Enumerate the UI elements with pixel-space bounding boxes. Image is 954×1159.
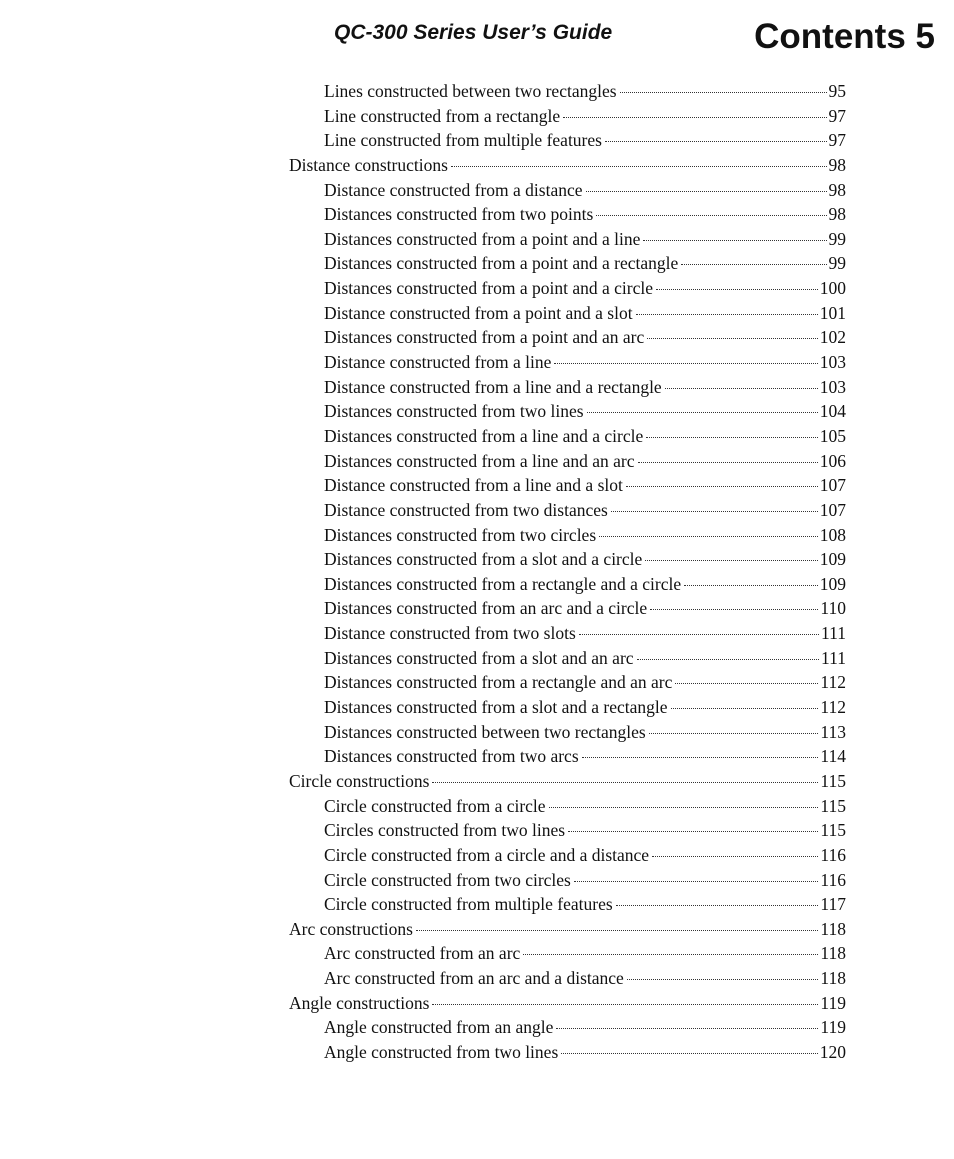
toc-dot-leader — [596, 215, 826, 216]
toc-page-number: 97 — [828, 105, 846, 126]
toc-subsection-entry[interactable] — [289, 276, 846, 301]
table-of-contents — [289, 79, 846, 1065]
toc-entry-title: Distances constructed from two circles — [324, 524, 597, 545]
document-title: QC-300 Series User’s Guide — [334, 21, 613, 44]
toc-dot-leader — [582, 757, 819, 758]
toc-page-number: 103 — [819, 376, 846, 397]
toc-page-number: 109 — [819, 549, 846, 570]
toc-subsection-entry[interactable] — [289, 128, 846, 153]
toc-subsection-entry[interactable] — [289, 744, 846, 769]
toc-subsection-entry[interactable] — [289, 547, 846, 572]
toc-dot-leader — [561, 1053, 817, 1054]
toc-entry-title: Circle constructed from two circles — [324, 869, 571, 890]
toc-entry-title: Arc constructed from an arc and a distance — [324, 968, 624, 989]
toc-entry-title: Distances constructed between two rectangles — [324, 721, 646, 742]
toc-page-number: 111 — [821, 647, 846, 668]
toc-entry-title: Distances constructed from a point and a rectangle — [324, 253, 679, 274]
toc-page-number: 116 — [820, 844, 846, 865]
toc-page-number: 117 — [820, 894, 846, 915]
toc-entry-title: Distances constructed from a slot and a rectangle — [324, 697, 668, 718]
toc-subsection-entry[interactable] — [289, 301, 846, 326]
toc-subsection-entry[interactable] — [289, 375, 846, 400]
toc-entry-title: Circle constructions — [289, 770, 430, 791]
toc-subsection-entry[interactable] — [289, 572, 846, 597]
toc-entry-title: Distances constructed from two lines — [324, 401, 584, 422]
toc-dot-leader — [549, 807, 819, 808]
toc-entry-title: Distances constructed from two arcs — [324, 746, 579, 767]
toc-subsection-entry[interactable] — [289, 621, 846, 646]
toc-entry-title: Distances constructed from a point and a line — [324, 228, 641, 249]
toc-dot-leader — [647, 338, 818, 339]
toc-entry-title: Circle constructed from a circle and a distance — [324, 844, 650, 865]
toc-dot-leader — [636, 314, 818, 315]
toc-dot-leader — [665, 388, 818, 389]
toc-subsection-entry[interactable] — [289, 350, 846, 375]
toc-entry-title: Circles constructed from two lines — [324, 820, 566, 841]
toc-subsection-entry[interactable] — [289, 473, 846, 498]
toc-page-number: 110 — [820, 598, 846, 619]
toc-subsection-entry[interactable] — [289, 868, 846, 893]
toc-subsection-entry[interactable] — [289, 843, 846, 868]
toc-page-number: 115 — [820, 770, 846, 791]
toc-page-number: 105 — [819, 425, 846, 446]
toc-page-number: 109 — [819, 573, 846, 594]
toc-subsection-entry[interactable] — [289, 325, 846, 350]
toc-page-number: 100 — [819, 278, 846, 299]
toc-entry-title: Circle constructed from a circle — [324, 795, 546, 816]
toc-page-number: 120 — [819, 1041, 846, 1062]
toc-dot-leader — [646, 437, 818, 438]
toc-entry-title: Angle constructed from two lines — [324, 1041, 559, 1062]
toc-page-number: 111 — [821, 623, 846, 644]
toc-dot-leader — [568, 831, 818, 832]
toc-dot-leader — [616, 905, 819, 906]
toc-entry-title: Circle constructed from multiple features — [324, 894, 613, 915]
toc-entry-title: Distances constructed from an arc and a circle — [324, 598, 648, 619]
toc-entry-title: Distances constructed from a line and an arc — [324, 450, 635, 471]
toc-page-number: 104 — [819, 401, 846, 422]
toc-dot-leader — [649, 733, 819, 734]
toc-subsection-entry[interactable] — [289, 202, 846, 227]
toc-page-number: 108 — [819, 524, 846, 545]
toc-entry-title: Distances constructed from a rectangle and an arc — [324, 672, 673, 693]
toc-entry-title: Angle constructions — [289, 992, 430, 1013]
toc-dot-leader — [416, 930, 818, 931]
toc-dot-leader — [523, 954, 818, 955]
toc-page-number: 98 — [828, 154, 846, 175]
toc-dot-leader — [650, 609, 818, 610]
toc-page-number: 107 — [819, 499, 846, 520]
toc-entry-title: Distance constructed from a line and a slot — [324, 475, 623, 496]
toc-dot-leader — [432, 1004, 818, 1005]
toc-subsection-entry[interactable] — [289, 424, 846, 449]
toc-dot-leader — [645, 560, 817, 561]
toc-subsection-entry[interactable] — [289, 720, 846, 745]
toc-entry-title: Distance constructions — [289, 154, 448, 175]
toc-page-number: 95 — [828, 81, 846, 101]
toc-section-entry[interactable] — [289, 917, 846, 942]
toc-entry-title: Distance constructed from two distances — [324, 499, 608, 520]
toc-page-number: 99 — [828, 228, 846, 249]
toc-entry-title: Distance constructed from a distance — [324, 179, 583, 200]
toc-subsection-entry[interactable] — [289, 178, 846, 203]
toc-dot-leader — [586, 191, 827, 192]
toc-entry-title: Distance constructed from a line — [324, 352, 552, 373]
toc-page-number: 118 — [820, 968, 846, 989]
toc-dot-leader — [432, 782, 818, 783]
toc-dot-leader — [656, 289, 818, 290]
toc-subsection-entry[interactable] — [289, 523, 846, 548]
toc-page-number: 119 — [820, 992, 846, 1013]
toc-subsection-entry[interactable] — [289, 498, 846, 523]
toc-subsection-entry[interactable] — [289, 596, 846, 621]
toc-subsection-entry[interactable] — [289, 892, 846, 917]
toc-entry-title: Line constructed from multiple features — [324, 130, 602, 151]
toc-dot-leader — [626, 486, 818, 487]
toc-dot-leader — [652, 856, 818, 857]
toc-dot-leader — [587, 412, 818, 413]
toc-entry-title: Angle constructed from an angle — [324, 1017, 554, 1038]
toc-page-number: 119 — [820, 1017, 846, 1038]
toc-page-number: 102 — [819, 327, 846, 348]
toc-entry-title: Distance constructed from a point and a slot — [324, 302, 633, 323]
toc-entry-title: Distance constructed from a line and a rectangle — [324, 376, 662, 397]
toc-subsection-entry[interactable] — [289, 227, 846, 252]
toc-page-number: 98 — [828, 204, 846, 225]
toc-page-number: 107 — [819, 475, 846, 496]
toc-dot-leader — [684, 585, 818, 586]
toc-entry-title: Distances constructed from a point and a circle — [324, 278, 653, 299]
toc-dot-leader — [638, 462, 818, 463]
toc-subsection-entry[interactable] — [289, 966, 846, 991]
toc-entry-title: Distances constructed from two points — [324, 204, 594, 225]
toc-dot-leader — [451, 166, 827, 167]
toc-entry-title: Distances constructed from a point and an arc — [324, 327, 645, 348]
toc-page-number: 118 — [820, 943, 846, 964]
toc-page-number: 99 — [828, 253, 846, 274]
toc-page-number: 115 — [820, 795, 846, 816]
toc-dot-leader — [554, 363, 817, 364]
toc-dot-leader — [605, 141, 827, 142]
toc-entry-title: Distances constructed from a line and a circle — [324, 425, 644, 446]
toc-page-number: 103 — [819, 352, 846, 373]
toc-entry-title: Distances constructed from a slot and an arc — [324, 647, 634, 668]
toc-page-number: 113 — [820, 721, 846, 742]
toc-dot-leader — [563, 117, 826, 118]
toc-dot-leader — [637, 659, 820, 660]
toc-page-number: 112 — [820, 697, 846, 718]
toc-entry-title: Lines constructed between two rectangles — [324, 81, 617, 101]
toc-entry-title: Arc constructions — [289, 918, 413, 939]
toc-entry-title: Distances constructed from a slot and a circle — [324, 549, 643, 570]
toc-subsection-entry[interactable] — [289, 251, 846, 276]
toc-dot-leader — [579, 634, 819, 635]
toc-subsection-entry[interactable] — [289, 794, 846, 819]
toc-subsection-entry[interactable] — [289, 104, 846, 129]
toc-subsection-entry[interactable] — [289, 695, 846, 720]
toc-entry-title: Distance constructed from two slots — [324, 623, 576, 644]
toc-subsection-entry[interactable] — [289, 1040, 846, 1065]
toc-dot-leader — [681, 264, 826, 265]
toc-subsection-entry[interactable] — [289, 670, 846, 695]
toc-subsection-entry[interactable] — [289, 646, 846, 671]
toc-dot-leader — [627, 979, 819, 980]
toc-page-number: 118 — [820, 918, 846, 939]
toc-dot-leader — [620, 92, 827, 93]
toc-section-entry[interactable] — [289, 769, 846, 794]
toc-subsection-entry[interactable] — [289, 399, 846, 424]
toc-dot-leader — [611, 511, 818, 512]
toc-page-number: 97 — [828, 130, 846, 151]
toc-page-number: 112 — [820, 672, 846, 693]
toc-page-number: 115 — [820, 820, 846, 841]
toc-page-number: 98 — [828, 179, 846, 200]
toc-page-number: 114 — [820, 746, 846, 767]
toc-entry-title: Line constructed from a rectangle — [324, 105, 561, 126]
toc-dot-leader — [671, 708, 819, 709]
toc-page-number: 106 — [819, 450, 846, 471]
toc-entry-title: Distances constructed from a rectangle and a circle — [324, 573, 682, 594]
section-page-title: Contents 5 — [754, 17, 935, 56]
toc-section-entry[interactable] — [289, 991, 846, 1016]
toc-section-entry[interactable] — [289, 153, 846, 178]
toc-entry-title: Arc constructed from an arc — [324, 943, 521, 964]
toc-subsection-entry[interactable] — [289, 449, 846, 474]
toc-dot-leader — [574, 881, 819, 882]
toc-subsection-entry[interactable] — [289, 79, 846, 104]
toc-dot-leader — [556, 1028, 818, 1029]
toc-dot-leader — [599, 536, 818, 537]
toc-page-number: 101 — [819, 302, 846, 323]
toc-dot-leader — [643, 240, 826, 241]
toc-page-number: 116 — [820, 869, 846, 890]
toc-subsection-entry[interactable] — [289, 941, 846, 966]
toc-subsection-entry[interactable] — [289, 1015, 846, 1040]
toc-subsection-entry[interactable] — [289, 818, 846, 843]
toc-dot-leader — [675, 683, 818, 684]
